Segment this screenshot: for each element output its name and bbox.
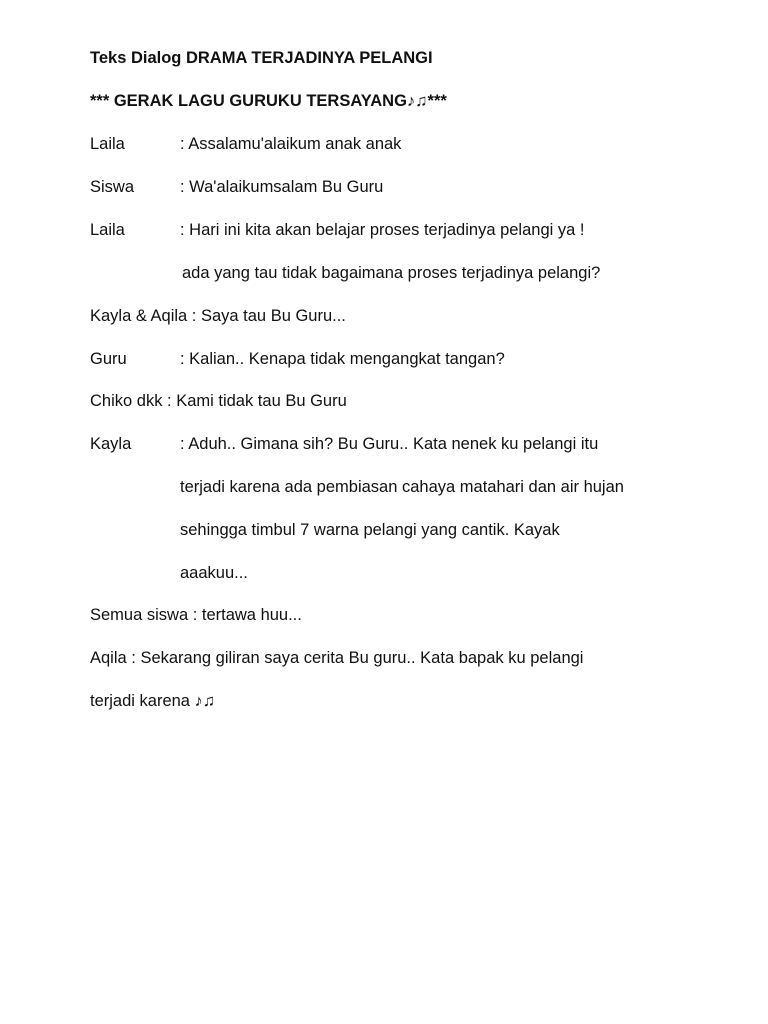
dialog-line-aqila: Aqila : Sekarang giliran saya cerita Bu guru.. Kata bapak ku pelangi <box>90 649 584 667</box>
dialog-line-laila-1 <box>90 134 402 154</box>
speech-text: : Aduh.. Gimana sih? Bu Guru.. Kata nenek ku pelangi itu <box>180 435 599 453</box>
speech-text: : Kalian.. Kenapa tidak mengangkat tangan? <box>180 350 505 368</box>
song-heading: *** GERAK LAGU GURUKU TERSAYANG♪♫*** <box>90 92 447 110</box>
dialog-line-laila-2 <box>90 220 585 240</box>
speaker-name: Kayla <box>90 435 132 453</box>
dialog-line-siswa <box>90 177 384 197</box>
speaker-name: Guru <box>90 350 127 368</box>
speech-text: : Hari ini kita akan belajar proses terjadinya pelangi ya ! <box>180 221 585 239</box>
dialog-line-chiko: Chiko dkk : Kami tidak tau Bu Guru <box>90 392 347 410</box>
speaker-name: Siswa <box>90 178 135 196</box>
dialog-line-kayla-aqila: Kayla & Aqila : Saya tau Bu Guru... <box>90 307 346 325</box>
speaker-name: Laila <box>90 135 125 153</box>
speech-text: : Wa'alaikumsalam Bu Guru <box>180 178 384 196</box>
dialog-line-semua-siswa: Semua siswa : tertawa huu... <box>90 606 302 624</box>
dialog-line-kayla <box>90 434 599 454</box>
dialog-continuation: sehingga timbul 7 warna pelangi yang cantik. Kayak <box>180 521 560 539</box>
dialog-continuation: aaakuu... <box>180 564 248 582</box>
document-title: Teks Dialog DRAMA TERJADINYA PELANGI <box>90 49 433 67</box>
speaker-name: Laila <box>90 221 125 239</box>
dialog-continuation: terjadi karena ♪♫ <box>90 692 216 710</box>
dialog-continuation: ada yang tau tidak bagaimana proses terjadinya pelangi? <box>182 264 601 282</box>
speech-text: : Assalamu'alaikum anak anak <box>180 135 402 153</box>
dialog-continuation: terjadi karena ada pembiasan cahaya matahari dan air hujan <box>180 478 624 496</box>
dialog-line-guru <box>90 349 505 369</box>
